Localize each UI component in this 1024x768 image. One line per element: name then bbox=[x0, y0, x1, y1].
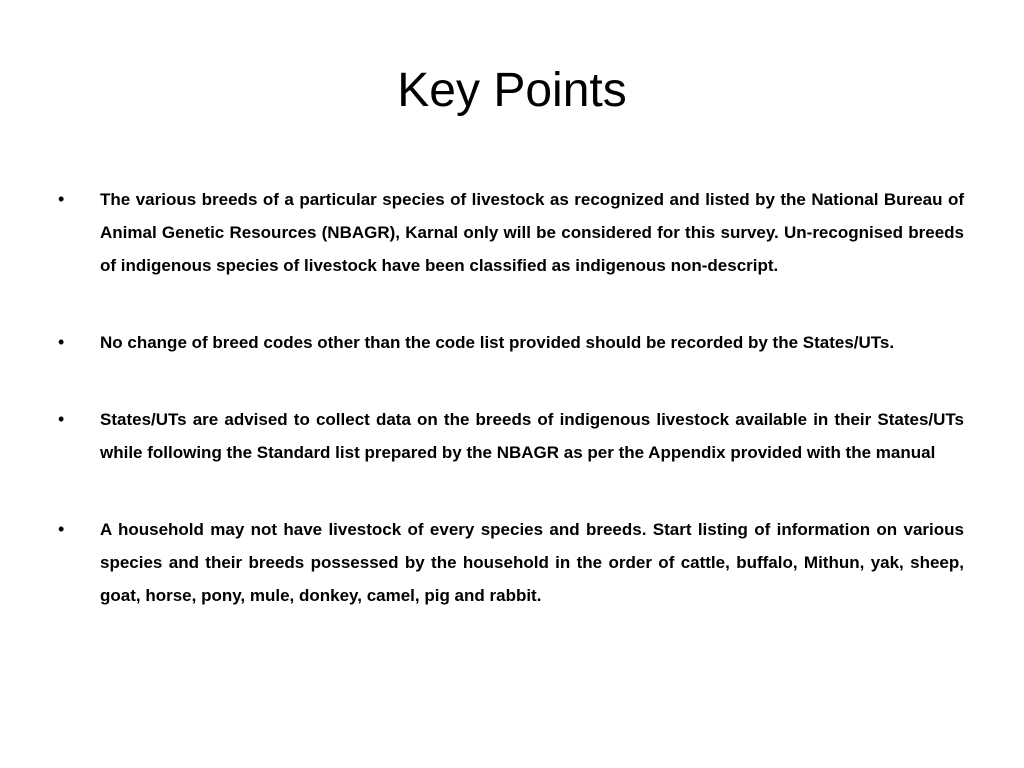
bullet-item bbox=[58, 326, 964, 359]
bullet-list bbox=[58, 183, 964, 612]
bullet-text: A household may not have livestock of every species and breeds. Start listing of information on various species and their breeds possessed by the household in the order of cattle, buffalo, Mithun, yak, sheep, goat, horse, pony, mule, donkey, camel, pig and rabbit. bbox=[100, 520, 964, 605]
bullet-item bbox=[58, 183, 964, 282]
bullet-icon: • bbox=[58, 189, 65, 209]
bullet-item bbox=[58, 513, 964, 612]
bullet-icon: • bbox=[58, 409, 65, 429]
bullet-icon: • bbox=[58, 332, 65, 352]
bullet-text: The various breeds of a particular species of livestock as recognized and listed by the National Bureau of Animal Genetic Resources (NBAGR), Karnal only will be considered for this survey. Un-recognised breeds of indigenous species of livestock have been classified as indigenous non-descript. bbox=[100, 190, 964, 275]
bullet-item bbox=[58, 403, 964, 469]
bullet-text: States/UTs are advised to collect data on the breeds of indigenous livestock available in their States/UTs while following the Standard list prepared by the NBAGR as per the Appendix provided with the manual bbox=[100, 410, 964, 462]
bullet-text: No change of breed codes other than the code list provided should be recorded by the States/UTs. bbox=[100, 333, 895, 352]
slide-title: Key Points bbox=[397, 64, 627, 117]
bullet-icon: • bbox=[58, 519, 65, 539]
